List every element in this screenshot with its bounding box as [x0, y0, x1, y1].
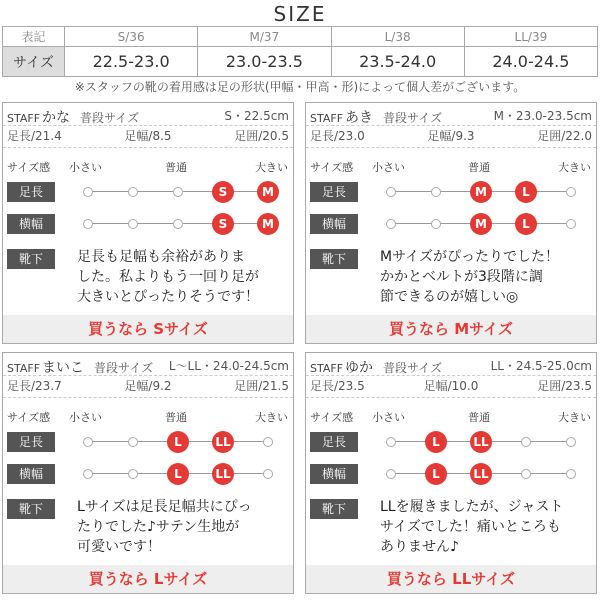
scale-dot — [83, 437, 93, 447]
scale-normal-label: 普通 — [468, 411, 490, 424]
divider — [3, 147, 293, 148]
scale-dot — [173, 219, 183, 229]
sock-tag: 靴下 — [7, 249, 55, 269]
scale-dot — [128, 187, 138, 197]
comment-line: 可愛いです！ — [77, 539, 161, 555]
foot-girth: 足囲/22.0 — [537, 129, 592, 143]
size-mark: L — [515, 181, 537, 203]
scale-normal-label: 普通 — [165, 411, 187, 424]
size-table-header-row — [3, 27, 598, 47]
staff-comment — [380, 497, 594, 557]
scale-dot — [386, 219, 396, 229]
scale-dot — [566, 187, 576, 197]
size-mark: S — [212, 181, 234, 203]
usual-size-value: S・22.5cm — [224, 109, 289, 123]
scale-big-label: 大きい — [558, 161, 591, 174]
divider — [306, 375, 596, 376]
usual-size-value: L〜LL・24.0-24.5cm — [168, 359, 289, 373]
size-mark: L — [167, 431, 189, 453]
staff-label: STAFF — [310, 112, 344, 125]
foot-width: 足幅/8.5 — [124, 129, 172, 143]
foot-length: 足長/21.4 — [7, 129, 62, 143]
staff-comment — [77, 247, 291, 307]
foot-measure-row — [7, 377, 289, 395]
size-mark: LL — [212, 463, 234, 485]
divider — [306, 125, 596, 126]
comment-line: 節できるのが嬉しい◎ — [380, 289, 519, 305]
staff-name: ゆか — [345, 360, 374, 376]
size-mark: L — [515, 213, 537, 235]
scale-big-label: 大きい — [255, 161, 288, 174]
scale-dot — [263, 469, 273, 479]
comment-line: ありません♪ — [380, 539, 459, 555]
sock-tag: 靴下 — [310, 499, 358, 519]
staff-name: あき — [345, 110, 374, 126]
foot-girth: 足囲/20.5 — [234, 129, 289, 143]
staff-name: かな — [42, 110, 71, 126]
fit-label: サイズ感 — [7, 161, 51, 174]
scale-dot — [83, 219, 93, 229]
size-mark: LL — [470, 463, 492, 485]
usual-size-label: 普段サイズ — [383, 361, 443, 375]
usual-size-label: 普段サイズ — [383, 111, 443, 125]
page-title: SIZE — [273, 2, 327, 26]
usual-size-label: 普段サイズ — [80, 111, 140, 125]
length-tag: 足長 — [310, 432, 358, 452]
staff-info-row — [310, 357, 592, 375]
size-mark: M — [470, 213, 492, 235]
width-tag: 横幅 — [310, 214, 358, 234]
verdict: 買うなら LLサイズ — [306, 565, 596, 593]
scale-dot — [431, 187, 441, 197]
staff-info-row — [310, 107, 592, 125]
scale-small-label: 小さい — [69, 411, 102, 424]
scale-dot — [566, 437, 576, 447]
scale-dot — [566, 219, 576, 229]
comment-line: した。私よりもう一回り足が — [77, 269, 259, 285]
length-fit-scale — [88, 181, 274, 203]
comment-line: Lサイズは足長足幅共にぴっ — [77, 499, 252, 515]
staff-comment — [77, 497, 291, 557]
size-table-value-row — [3, 47, 598, 77]
usual-size-value: LL・24.5-25.0cm — [490, 359, 592, 373]
verdict: 買うなら Mサイズ — [306, 315, 596, 343]
size-col-range: 22.5-23.0 — [65, 47, 198, 77]
staff-info-row — [7, 357, 289, 375]
sock-tag: 靴下 — [310, 249, 358, 269]
comment-line: Mサイズがぴったりでした！ — [380, 249, 559, 265]
scale-dot — [386, 437, 396, 447]
scale-normal-label: 普通 — [468, 161, 490, 174]
scale-dot — [521, 437, 531, 447]
usual-size-value: M・23.0-23.5cm — [493, 109, 592, 123]
length-tag: 足長 — [310, 182, 358, 202]
divider — [306, 397, 596, 398]
size-mark: S — [212, 213, 234, 235]
fit-note: ※スタッフの靴の着用感は足の形状(甲幅・甲高・形)によって個人差がございます。 — [74, 80, 526, 94]
length-fit-scale — [391, 431, 571, 453]
width-tag: 横幅 — [7, 464, 55, 484]
scale-dot — [386, 469, 396, 479]
size-mark: M — [257, 213, 279, 235]
foot-measure-row — [310, 377, 592, 395]
divider — [3, 375, 293, 376]
foot-width: 足幅/9.3 — [427, 129, 475, 143]
usual-size-label: 普段サイズ — [94, 361, 154, 375]
size-col-range: 23.0-23.5 — [198, 47, 331, 77]
scale-normal-label: 普通 — [165, 161, 187, 174]
staff-label: STAFF — [7, 112, 41, 125]
width-tag: 横幅 — [310, 464, 358, 484]
foot-width: 足幅/10.0 — [423, 379, 479, 393]
size-mark: L — [425, 463, 447, 485]
foot-girth: 足囲/21.5 — [234, 379, 289, 393]
size-mark: L — [167, 463, 189, 485]
staff-card — [2, 352, 294, 594]
scale-big-label: 大きい — [255, 411, 288, 424]
size-mark: LL — [212, 431, 234, 453]
scale-dot — [431, 219, 441, 229]
width-fit-scale — [391, 463, 571, 485]
scale-dot — [566, 469, 576, 479]
size-mark: M — [470, 181, 492, 203]
foot-girth: 足囲/23.5 — [537, 379, 592, 393]
scale-dot — [128, 437, 138, 447]
size-table — [2, 26, 598, 77]
staff-card — [305, 102, 597, 344]
comment-line: たりでした♪サテン生地が — [77, 519, 240, 535]
comment-line: サイズでした！痛いところも — [380, 519, 561, 535]
comment-line: 足長も足幅も余裕がありま — [77, 249, 245, 265]
staff-info-row — [7, 107, 289, 125]
size-col-range: 23.5-24.0 — [331, 47, 464, 77]
width-tag: 横幅 — [7, 214, 55, 234]
scale-dot — [173, 187, 183, 197]
width-fit-scale — [88, 463, 268, 485]
scale-dot — [128, 219, 138, 229]
width-fit-scale — [88, 213, 274, 235]
sock-tag: 靴下 — [7, 499, 55, 519]
staff-name: まいこ — [42, 360, 85, 376]
length-fit-scale — [88, 431, 268, 453]
staff-card — [2, 102, 294, 344]
scale-dot — [83, 187, 93, 197]
comment-line: かかとベルトが3段階に調 — [380, 269, 543, 285]
scale-dot — [263, 437, 273, 447]
foot-width: 足幅/9.2 — [124, 379, 172, 393]
comment-line: LLを履きましたが、ジャスト — [380, 499, 564, 515]
foot-length: 足長/23.7 — [7, 379, 62, 393]
width-fit-scale — [391, 213, 571, 235]
length-tag: 足長 — [7, 432, 55, 452]
foot-measure-row — [7, 127, 289, 145]
scale-small-label: 小さい — [372, 161, 405, 174]
staff-label: STAFF — [310, 362, 344, 375]
fit-label: サイズ感 — [310, 161, 354, 174]
size-table-header-label: 表記 — [3, 27, 65, 47]
size-mark: LL — [470, 431, 492, 453]
foot-length: 足長/23.0 — [310, 129, 365, 143]
divider — [3, 397, 293, 398]
staff-comment — [380, 247, 594, 307]
fit-label: サイズ感 — [7, 411, 51, 424]
length-tag: 足長 — [7, 182, 55, 202]
verdict: 買うなら Sサイズ — [3, 315, 293, 343]
scale-dot — [521, 469, 531, 479]
foot-length: 足長/23.5 — [310, 379, 365, 393]
size-mark: M — [257, 181, 279, 203]
divider — [3, 125, 293, 126]
scale-dot — [128, 469, 138, 479]
length-fit-scale — [391, 181, 571, 203]
comment-line: 大きいとぴったりそうです！ — [77, 289, 259, 305]
size-table-row-label: サイズ — [3, 47, 65, 77]
fit-label: サイズ感 — [310, 411, 354, 424]
size-mark: L — [425, 431, 447, 453]
scale-dot — [386, 187, 396, 197]
size-col-range: 24.0-24.5 — [464, 47, 597, 77]
size-col-label: L/38 — [331, 27, 464, 47]
staff-card — [305, 352, 597, 594]
size-col-label: S/36 — [65, 27, 198, 47]
divider — [306, 147, 596, 148]
scale-big-label: 大きい — [558, 411, 591, 424]
verdict: 買うなら Lサイズ — [3, 565, 293, 593]
size-col-label: LL/39 — [464, 27, 597, 47]
staff-label: STAFF — [7, 362, 41, 375]
scale-dot — [83, 469, 93, 479]
foot-measure-row — [310, 127, 592, 145]
size-col-label: M/37 — [198, 27, 331, 47]
scale-small-label: 小さい — [69, 161, 102, 174]
scale-small-label: 小さい — [372, 411, 405, 424]
